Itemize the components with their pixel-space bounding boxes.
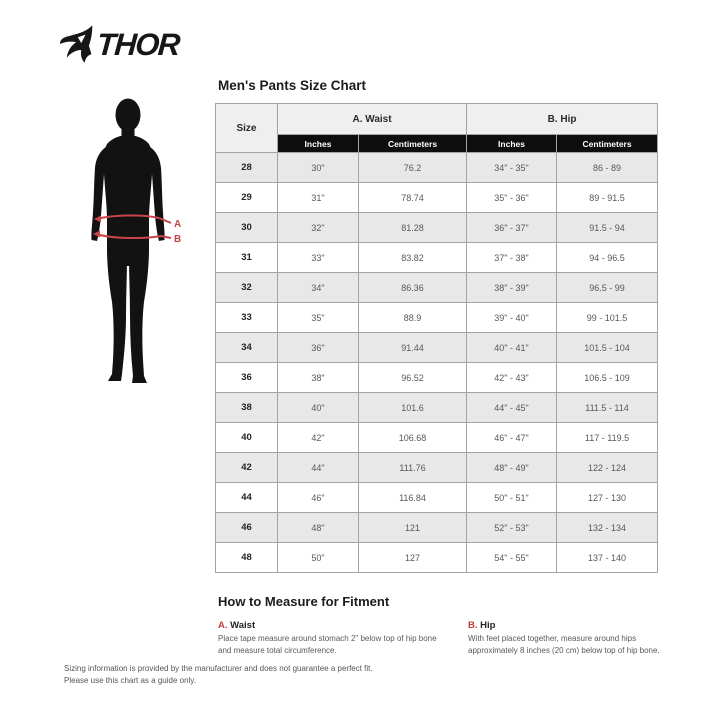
cell-size: 36 <box>216 363 278 393</box>
cell-size: 44 <box>216 483 278 513</box>
column-header-size: Size <box>216 104 278 153</box>
cell-waist-centimeters: 116.84 <box>359 483 467 513</box>
table-row <box>216 273 658 303</box>
cell-waist-inches: 38" <box>278 363 359 393</box>
cell-waist-centimeters: 127 <box>359 543 467 573</box>
how-to-measure-heading: How to Measure for Fitment <box>218 594 390 609</box>
cell-size: 28 <box>216 153 278 183</box>
hip-marker-label: B <box>174 234 182 245</box>
table-row <box>216 483 658 513</box>
cell-size: 40 <box>216 423 278 453</box>
cell-hip-centimeters: 86 - 89 <box>557 153 658 183</box>
cell-size: 46 <box>216 513 278 543</box>
cell-hip-centimeters: 106.5 - 109 <box>557 363 658 393</box>
how-to-measure-section <box>218 620 678 656</box>
cell-hip-inches: 39" - 40" <box>467 303 557 333</box>
cell-waist-inches: 33" <box>278 243 359 273</box>
table-row <box>216 393 658 423</box>
cell-size: 42 <box>216 453 278 483</box>
table-row <box>216 183 658 213</box>
measure-name-hip: Hip <box>480 620 496 631</box>
column-group-hip: B. Hip <box>467 104 658 135</box>
cell-hip-inches: 40" - 41" <box>467 333 557 363</box>
cell-waist-inches: 42" <box>278 423 359 453</box>
cell-hip-centimeters: 137 - 140 <box>557 543 658 573</box>
table-row <box>216 513 658 543</box>
cell-hip-inches: 35" - 36" <box>467 183 557 213</box>
cell-hip-centimeters: 132 - 134 <box>557 513 658 543</box>
body-measurement-figure <box>85 98 205 390</box>
table-row <box>216 333 658 363</box>
cell-waist-centimeters: 106.68 <box>359 423 467 453</box>
cell-hip-inches: 54" - 55" <box>467 543 557 573</box>
cell-size: 32 <box>216 273 278 303</box>
table-row <box>216 213 658 243</box>
cell-hip-inches: 42" - 43" <box>467 363 557 393</box>
subheader-hip-inches: Inches <box>467 135 557 153</box>
subheader-waist-centimeters: Centimeters <box>359 135 467 153</box>
measure-hip-label <box>468 620 678 631</box>
cell-waist-inches: 46" <box>278 483 359 513</box>
cell-hip-inches: 36" - 37" <box>467 213 557 243</box>
table-row <box>216 543 658 573</box>
cell-size: 33 <box>216 303 278 333</box>
cell-waist-centimeters: 83.82 <box>359 243 467 273</box>
cell-waist-centimeters: 86.36 <box>359 273 467 303</box>
cell-waist-centimeters: 101.6 <box>359 393 467 423</box>
cell-hip-inches: 50" - 51" <box>467 483 557 513</box>
measure-name-waist: Waist <box>230 620 256 631</box>
cell-size: 30 <box>216 213 278 243</box>
cell-size: 48 <box>216 543 278 573</box>
cell-waist-centimeters: 81.28 <box>359 213 467 243</box>
cell-waist-inches: 44" <box>278 453 359 483</box>
column-group-waist: A. Waist <box>278 104 467 135</box>
cell-waist-inches: 30" <box>278 153 359 183</box>
measure-letter-a: A. <box>218 620 228 631</box>
cell-waist-centimeters: 111.76 <box>359 453 467 483</box>
measure-waist-label <box>218 620 448 631</box>
cell-hip-inches: 34" - 35" <box>467 153 557 183</box>
table-row <box>216 363 658 393</box>
table-row <box>216 243 658 273</box>
cell-hip-centimeters: 89 - 91.5 <box>557 183 658 213</box>
page-title: Men's Pants Size Chart <box>218 78 366 93</box>
table-row <box>216 423 658 453</box>
cell-hip-centimeters: 96.5 - 99 <box>557 273 658 303</box>
measure-text-waist: Place tape measure around stomach 2" below top of hip bone and measure total circumference. <box>218 634 437 655</box>
male-silhouette-graphic <box>85 98 205 390</box>
cell-hip-inches: 37" - 38" <box>467 243 557 273</box>
thor-logo <box>60 24 179 64</box>
measure-text-hip: With feet placed together, measure around hips approximately 8 inches (20 cm) below top of hip bone. <box>468 634 660 655</box>
measure-instruction-waist <box>218 620 448 656</box>
cell-waist-inches: 50" <box>278 543 359 573</box>
subheader-waist-inches: Inches <box>278 135 359 153</box>
size-chart-table <box>215 103 658 573</box>
measure-instruction-hip <box>468 620 678 656</box>
cell-hip-centimeters: 111.5 - 114 <box>557 393 658 423</box>
table-row <box>216 153 658 183</box>
disclaimer-line-1: Sizing information is provided by the manufacturer and does not guarantee a perfect fit. <box>64 664 373 673</box>
cell-waist-centimeters: 91.44 <box>359 333 467 363</box>
cell-size: 31 <box>216 243 278 273</box>
cell-size: 29 <box>216 183 278 213</box>
cell-hip-inches: 52" - 53" <box>467 513 557 543</box>
male-silhouette <box>91 99 164 384</box>
cell-hip-centimeters: 91.5 - 94 <box>557 213 658 243</box>
cell-hip-centimeters: 117 - 119.5 <box>557 423 658 453</box>
cell-waist-centimeters: 121 <box>359 513 467 543</box>
cell-waist-centimeters: 88.9 <box>359 303 467 333</box>
waist-marker-label: A <box>174 219 182 230</box>
cell-hip-centimeters: 99 - 101.5 <box>557 303 658 333</box>
cell-waist-centimeters: 96.52 <box>359 363 467 393</box>
cell-hip-centimeters: 101.5 - 104 <box>557 333 658 363</box>
cell-waist-centimeters: 78.74 <box>359 183 467 213</box>
subheader-hip-centimeters: Centimeters <box>557 135 658 153</box>
cell-hip-inches: 48" - 49" <box>467 453 557 483</box>
cell-waist-inches: 32" <box>278 213 359 243</box>
cell-waist-inches: 35" <box>278 303 359 333</box>
cell-hip-centimeters: 127 - 130 <box>557 483 658 513</box>
cell-size: 38 <box>216 393 278 423</box>
table-row <box>216 303 658 333</box>
cell-hip-inches: 46" - 47" <box>467 423 557 453</box>
cell-waist-inches: 36" <box>278 333 359 363</box>
cell-waist-inches: 48" <box>278 513 359 543</box>
cell-waist-inches: 31" <box>278 183 359 213</box>
cell-waist-centimeters: 76.2 <box>359 153 467 183</box>
cell-size: 34 <box>216 333 278 363</box>
cell-hip-centimeters: 94 - 96.5 <box>557 243 658 273</box>
cell-hip-inches: 44" - 45" <box>467 393 557 423</box>
measure-letter-b: B. <box>468 620 478 631</box>
table-row <box>216 453 658 483</box>
cell-hip-centimeters: 122 - 124 <box>557 453 658 483</box>
size-chart-rows <box>216 153 658 573</box>
thor-helmet-icon <box>60 24 94 64</box>
cell-hip-inches: 38" - 39" <box>467 273 557 303</box>
cell-waist-inches: 34" <box>278 273 359 303</box>
cell-waist-inches: 40" <box>278 393 359 423</box>
disclaimer-line-2: Please use this chart as a guide only. <box>64 675 196 685</box>
thor-logo-text: THOR <box>95 27 181 62</box>
sizing-disclaimer <box>64 663 373 686</box>
